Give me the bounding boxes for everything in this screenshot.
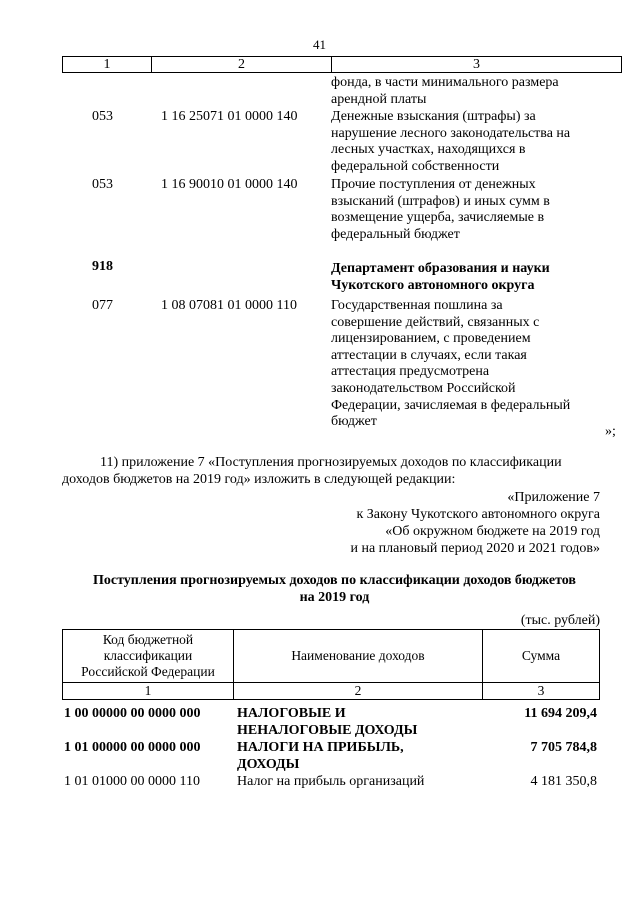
page-number: 41 — [313, 37, 326, 52]
header-col-1: 1 — [63, 57, 152, 73]
unit-label: (тыс. рублей) — [520, 613, 600, 628]
table-row-0-name: НАЛОГОВЫЕ И НЕНАЛОГОВЫЕ ДОХОДЫ — [237, 706, 418, 738]
table-row-1-name: НАЛОГИ НА ПРИБЫЛЬ, ДОХОДЫ — [237, 740, 404, 772]
header-sum: Сумма — [483, 630, 600, 683]
income-table-header — [62, 629, 600, 700]
header-code: Код бюджетной классификации Российской Федерации — [63, 630, 234, 683]
table-row-2-code: 1 01 01000 00 0000 110 — [64, 774, 200, 789]
header-num-2: 2 — [234, 683, 483, 700]
top-row-3-name: Департамент образования и науки Чукотского автономного округа — [331, 261, 550, 293]
top-table-header — [62, 56, 622, 73]
table-row-0-sum: 11 694 209,4 — [524, 706, 597, 721]
top-row-4-code1: 077 — [92, 298, 113, 313]
top-row-4-name: Государственная пошлина за совершение действий, связанных с лицензированием, с проведением аттестации в случаях, если такая аттестация предусмотрена законодательством Российской Федерации, зачисляемая в федеральный бюджет — [331, 298, 571, 430]
top-row-1-code1: 053 — [92, 109, 113, 124]
table-row-0-code: 1 00 00000 00 0000 000 — [64, 706, 201, 721]
header-num-1: 1 — [63, 683, 234, 700]
section-heading: Поступления прогнозируемых доходов по классификации доходов бюджетов на 2019 год — [93, 573, 576, 605]
amendment-paragraph: 11) приложение 7 «Поступления прогнозируемых доходов по классификации доходов бюджетов на 2019 год» изложить в следующей редакции: — [62, 455, 562, 487]
appendix-reference: «Приложение 7 к Закону Чукотского автономного округа «Об окружном бюджете на 2019 год и на плановый период 2020 и 2021 годов» — [350, 490, 600, 556]
top-row-2-code2: 1 16 90010 01 0000 140 — [161, 177, 298, 192]
top-row-2-name: Прочие поступления от денежных взысканий (штрафов) и иных сумм в возмещение ущерба, зачисляемые в федеральный бюджет — [331, 177, 550, 242]
top-row-1-code2: 1 16 25071 01 0000 140 — [161, 109, 298, 124]
table-row-1-code: 1 01 00000 00 0000 000 — [64, 740, 201, 755]
top-row-4-code2: 1 08 07081 01 0000 110 — [161, 298, 297, 313]
closing-mark: »; — [605, 424, 616, 439]
header-num-3: 3 — [483, 683, 600, 700]
table-row-2-sum: 4 181 350,8 — [530, 774, 597, 789]
top-row-1-name: Денежные взыскания (штрафы) за нарушение лесного законодательства на лесных участках, находящихся в федеральной собственности — [331, 109, 571, 174]
header-col-3: 3 — [332, 57, 622, 73]
top-row-3-code1: 918 — [92, 259, 113, 274]
table-row-2-name: Налог на прибыль организаций — [237, 774, 425, 789]
header-name: Наименование доходов — [234, 630, 483, 683]
table-row-1-sum: 7 705 784,8 — [530, 740, 597, 755]
top-row-2-code1: 053 — [92, 177, 113, 192]
header-col-2: 2 — [152, 57, 332, 73]
top-row-0-name: фонда, в части минимального размера арендной платы — [331, 75, 559, 107]
